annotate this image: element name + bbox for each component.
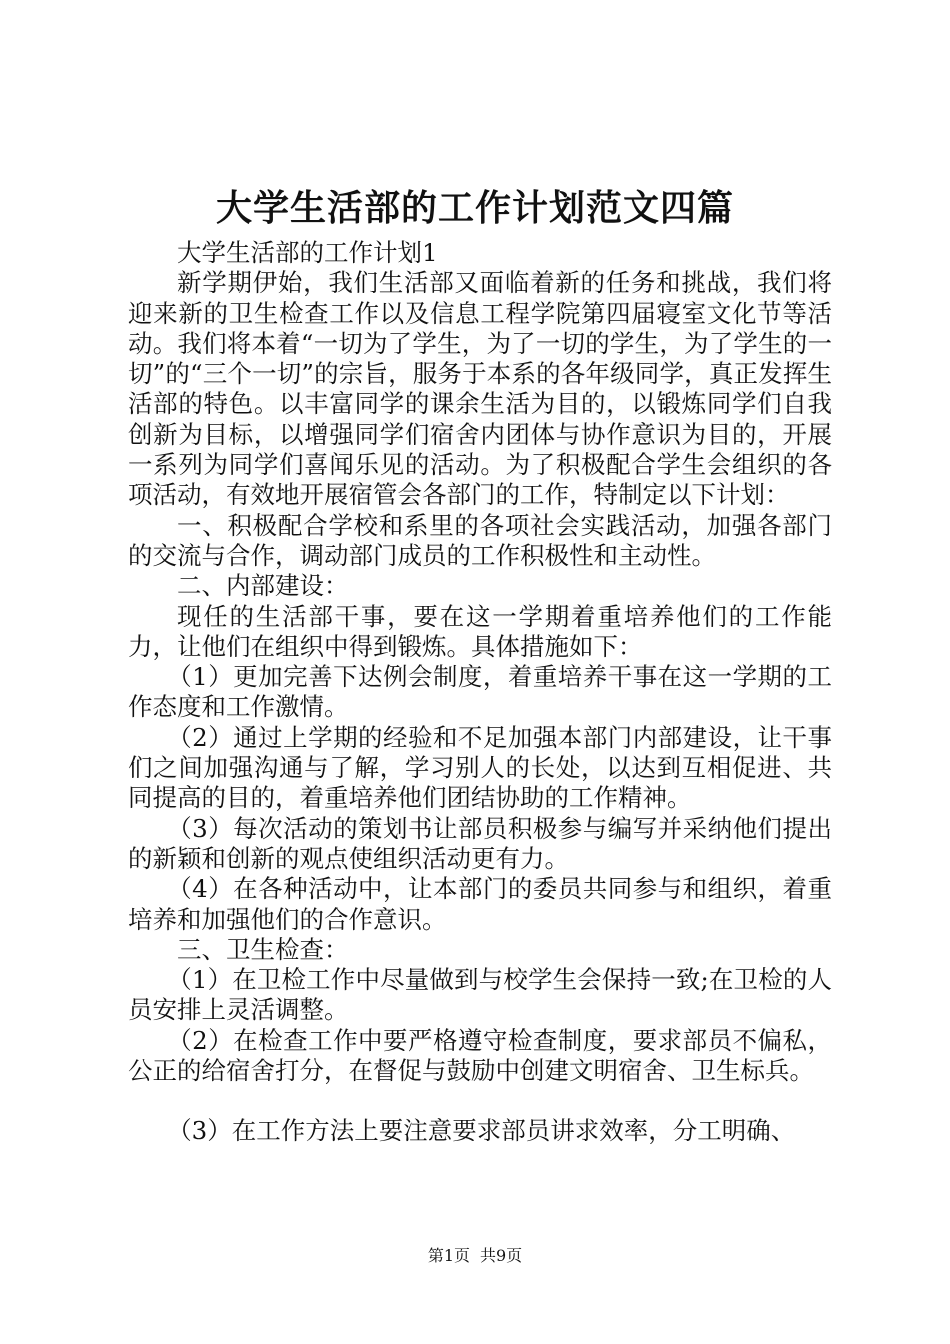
- item-one-paragraph: 一、积极配合学校和系里的各项社会实践活动，加强各部门的交流与合作，调动部门成员的工作积极性和主动性。: [128, 510, 832, 570]
- internal-intro-paragraph: 现任的生活部干事，要在这一学期着重培养他们的工作能力，让他们在组织中得到锻炼。具体措施如下：: [128, 601, 832, 661]
- internal-point-4: （4）在各种活动中，让本部门的委员共同参与和组织，着重培养和加强他们的合作意识。: [128, 874, 832, 934]
- page-total: 共9页: [480, 1246, 523, 1265]
- intro-paragraph: 新学期伊始，我们生活部又面临着新的任务和挑战，我们将迎来新的卫生检查工作以及信息工程学院第四届寝室文化节等活动。我们将本着“一切为了学生，为了一切的学生，为了学生的一切”的“三个一切”的宗旨，服务于本系的各年级同学，真正发挥生活部的特色。以丰富同学的课余生活为目的，以锻炼同学们自我创新为目标，以增强同学们宿舍内团体与协作意识为目的，开展一系列为同学们喜闻乐见的活动。为了积极配合学生会组织的各项活动，有效地开展宿管会各部门的工作，特制定以下计划：: [128, 268, 832, 510]
- internal-point-2: （2）通过上学期的经验和不足加强本部门内部建设，让干事们之间加强沟通与了解，学习别人的长处，以达到互相促进、共同提高的目的，着重培养他们团结协助的工作精神。: [128, 722, 832, 813]
- page-number: 第1页: [427, 1246, 470, 1265]
- section-heading-hygiene: 三、卫生检查：: [177, 934, 349, 964]
- internal-point-1: （1）更加完善下达例会制度，着重培养干事在这一学期的工作态度和工作激情。: [128, 662, 832, 722]
- document-title: 大学生活部的工作计划范文四篇: [215, 187, 734, 229]
- hygiene-point-2: （2）在检查工作中要严格遵守检查制度，要求部员不偏私，公正的给宿舍打分，在督促与鼓励中创建文明宿舍、卫生标兵。: [128, 1025, 832, 1086]
- page-footer: [0, 1244, 950, 1268]
- document-body: [128, 238, 832, 1147]
- internal-point-3: （3）每次活动的策划书让部员积极参与编写并采纳他们提出的新颖和创新的观点使组织活动更有力。: [128, 813, 832, 873]
- hygiene-point-3: （3）在工作方法上要注意要求部员讲求效率，分工明确、: [167, 1116, 796, 1146]
- section-heading-plan-1: 大学生活部的工作计划1: [177, 238, 438, 267]
- hygiene-point-1: （1）在卫检工作中尽量做到与校学生会保持一致;在卫检的人员安排上灵活调整。: [128, 965, 832, 1025]
- section-heading-internal: 二、内部建设：: [177, 571, 349, 601]
